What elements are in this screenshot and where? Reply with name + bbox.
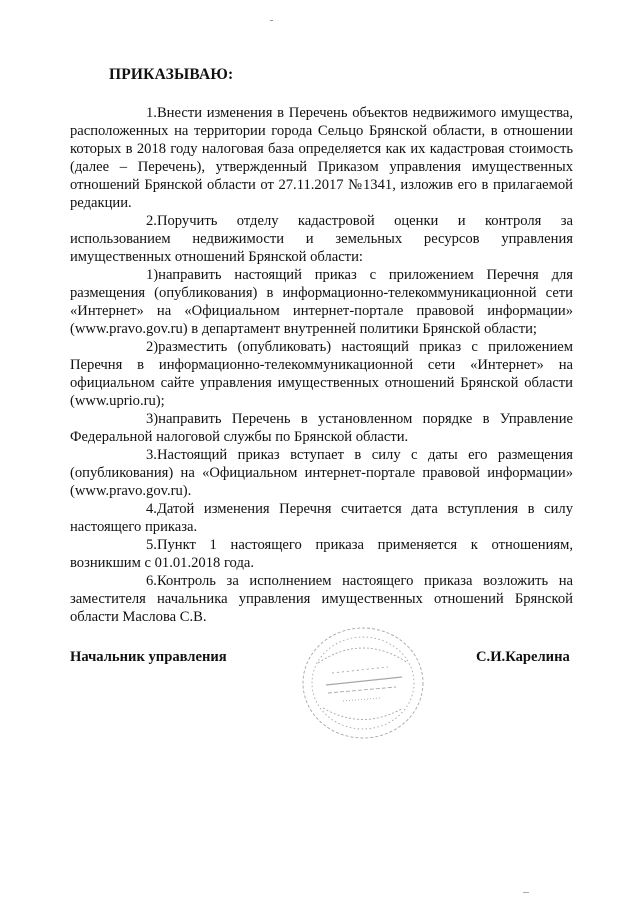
paragraph-5 [70,536,573,572]
paragraph-text: разместить (опубликовать) настоящий приказ с приложением Перечня в информационно-телекоммуникационной сети «Интернет» на официальном сайте управления имущественных отношений Брянской области (www.uprio.ru); [70,339,573,409]
paragraph-1 [70,104,573,212]
paragraph-number: 2) [146,339,159,355]
paragraph-number: 2. [146,213,157,229]
paragraph-4 [70,500,573,536]
paragraph-number: 3. [146,447,157,463]
paragraph-text: Внести изменения в Перечень объектов недвижимого имущества, расположенных на территории города Сельцо Брянской области, в отношении которых в 2018 году налоговая база определяется как их кадастровая стоимость (далее – Перечень), утвержденный Приказом управления имущественных отношений Брянской области от 27.11.2017 №1341, изложив его в прилагаемой редакции. [70,105,573,211]
scan-speck [523,892,529,893]
paragraph-text: Контроль за исполнением настоящего приказа возложить на заместителя начальника управления имущественных отношений Брянской области Маслова С.В. [70,573,573,625]
paragraph-2 [70,212,573,266]
paragraph-3 [70,446,573,500]
paragraph-number: 5. [146,537,157,553]
order-heading: ПРИКАЗЫВАЮ: [109,66,234,83]
official-seal-stamp [298,623,428,743]
scan-speck [270,20,273,21]
paragraph-6 [70,572,573,626]
paragraph-text: направить настоящий приказ с приложением Перечня для размещения (опубликования) в информационно-телекоммуникационной сети «Интернет» на «Официальном интернет-портале правовой информации» (www.pravo.gov.ru) в департамент внутренней политики Брянской области; [70,267,573,337]
paragraph-number: 1. [146,105,157,121]
paragraph-text: Поручить отделу кадастровой оценки и контроля за использованием недвижимости и земельных ресурсов управления имущественных отношений Брянской области: [70,213,573,265]
paragraph-number: 4. [146,501,157,517]
paragraph-2-2 [70,338,573,410]
paragraph-2-3 [70,410,573,446]
paragraph-2-1 [70,266,573,338]
paragraph-number: 3) [146,411,159,427]
signatory-name: С.И.Карелина [476,649,570,665]
paragraph-text: направить Перечень в установленном порядке в Управление Федеральной налоговой службы по Брянской области. [70,411,573,445]
paragraph-text: Пункт 1 настоящего приказа применяется к отношениям, возникшим с 01.01.2018 года. [70,537,573,571]
paragraph-number: 1) [146,267,159,283]
order-body [70,104,573,626]
paragraph-text: Настоящий приказ вступает в силу с даты его размещения (опубликования) на «Официальном интернет-портале правовой информации» (www.pravo.gov.ru). [70,447,573,499]
paragraph-number: 6. [146,573,157,589]
signatory-position: Начальник управления [70,649,227,665]
paragraph-text: Датой изменения Перечня считается дата вступления в силу настоящего приказа. [70,501,573,535]
